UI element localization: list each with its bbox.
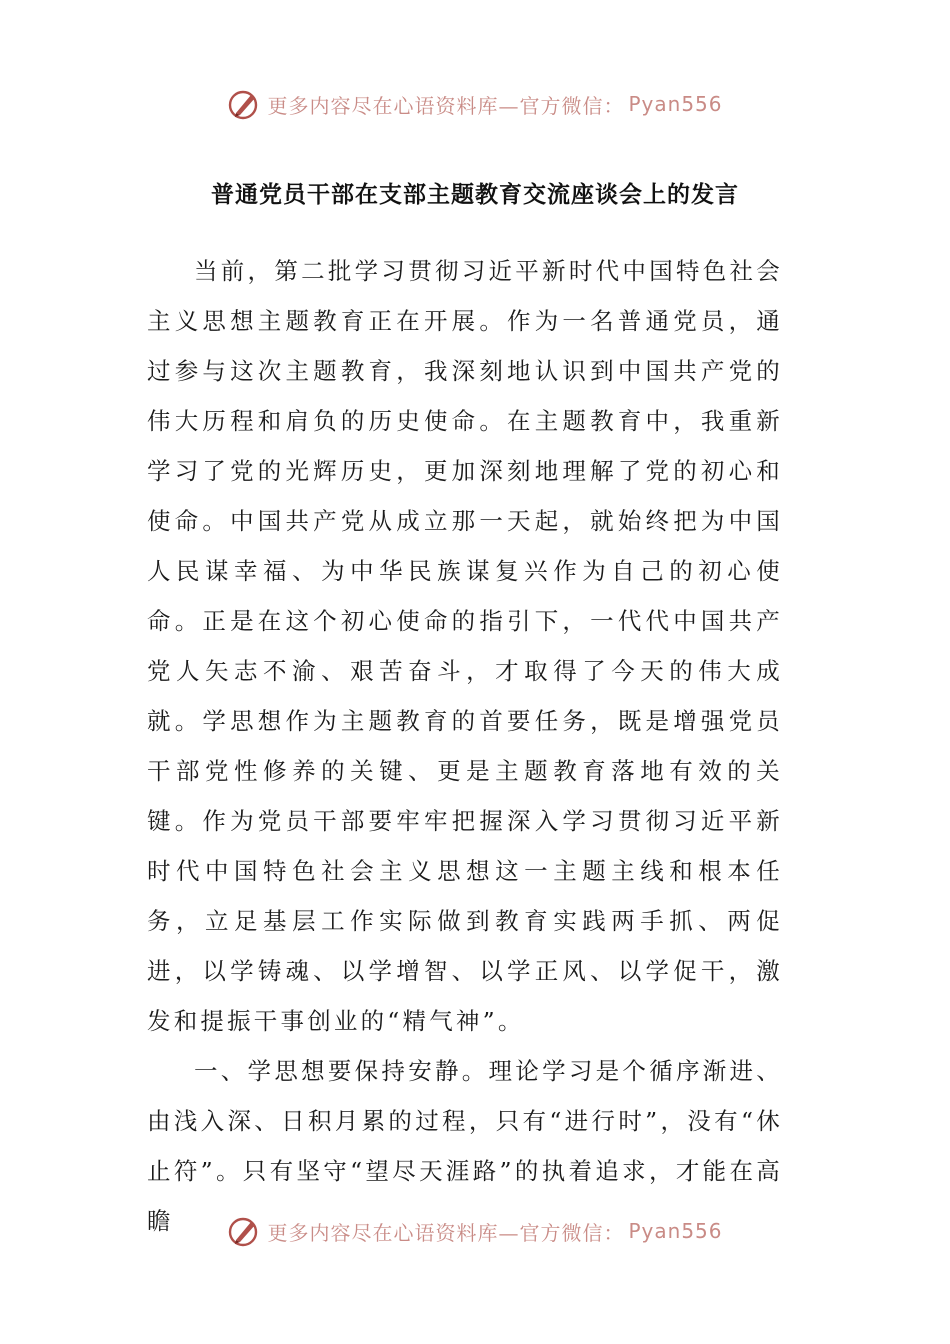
watermark-text: 更多内容尽在心语资料库—官方微信： [267,93,625,118]
document-title: 普通党员干部在支部主题教育交流座谈会上的发言 [211,182,739,208]
paragraph: 当前，第二批学习贯彻习近平新时代中国特色社会主义思想主题教育正在开展。作为一名普通党员，通过参与这次主题教育，我深刻地认识到中国共产党的伟大历程和肩负的历史使命。在主题教育中，我重新学习了党的光辉历史，更加深刻地理解了党的初心和使命。中国共产党从成立那一天起，就始终把为中国人民谋幸福、为中华民族谋复兴作为自己的初心使命。正是在这个初心使命的指引下，一代代中国共产党人矢志不渝、艰苦奋斗，才取得了今天的伟大成就。学思想作为主题教育的首要任务，既是增强党员干部党性修养的关键、更是主题教育落地有效的关键。作为党员干部要牢牢把握深入学习贯彻习近平新时代中国特色社会主义思想这一主题主线和根本任务，立足基层工作实际做到教育实践两手抓、两促进，以学铸魂、以学增智、以学正风、以学促干，激发和提振干事创业的“精气神”。 [147,257,783,1035]
footer-watermark [0,1211,950,1251]
document-body [147,246,783,1246]
watermark-text: 更多内容尽在心语资料库—官方微信： [267,1220,625,1245]
watermark-wechat-id: Pyan556 [628,92,723,116]
header-watermark [0,84,950,124]
pen-in-circle-icon [227,1214,261,1248]
watermark-wechat-id: Pyan556 [628,1219,723,1243]
pen-in-circle-icon [227,87,261,121]
paragraph: 一、学思想要保持安静。理论学习是个循序渐进、由浅入深、日积月累的过程，只有“进行时”，没有“休止符”。只有坚守“望尽天涯路”的执着追求，才能在高瞻 [147,1057,783,1235]
